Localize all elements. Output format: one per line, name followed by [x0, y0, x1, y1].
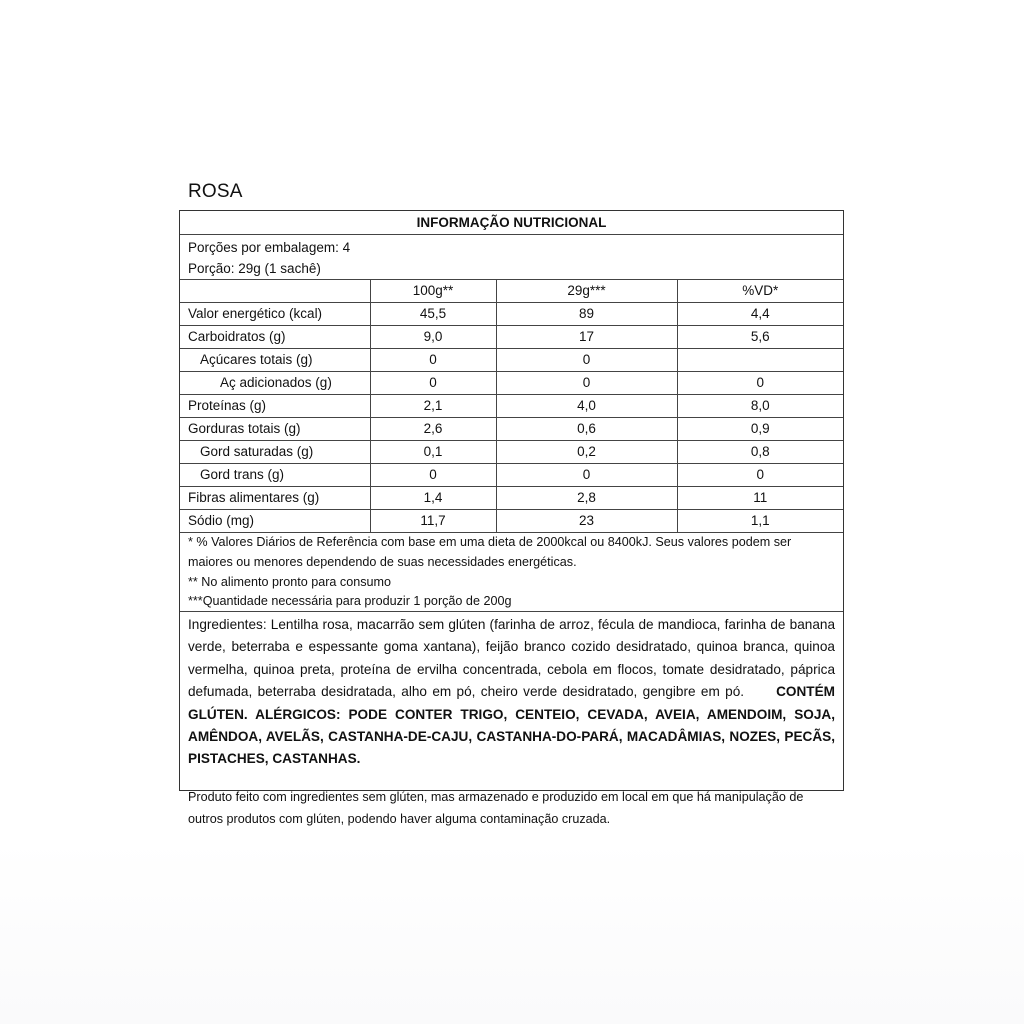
table-header-row	[180, 280, 843, 303]
value-per-serving: 2,8	[496, 487, 677, 510]
value-daily-percent: 0	[677, 464, 843, 487]
value-daily-percent: 1,1	[677, 510, 843, 533]
table-row	[180, 349, 843, 372]
value-daily-percent	[677, 349, 843, 372]
value-per-100g: 2,1	[370, 395, 496, 418]
footnote-daily-values: * % Valores Diários de Referência com base em uma dieta de 2000kcal ou 8400kJ. Seus valores podem ser maiores ou menores dependendo de suas necessidades energéticas.	[188, 535, 792, 569]
value-per-100g: 9,0	[370, 326, 496, 349]
value-per-serving: 0	[496, 464, 677, 487]
value-per-100g: 0	[370, 349, 496, 372]
table-row	[180, 464, 843, 487]
value-per-100g: 2,6	[370, 418, 496, 441]
label-title: INFORMAÇÃO NUTRICIONAL	[180, 211, 843, 235]
value-daily-percent: 0,8	[677, 441, 843, 464]
nutrient-name: Aç adicionados (g)	[180, 372, 370, 395]
footnote-serving-quantity: ***Quantidade necessária para produzir 1 porção de 200g	[188, 594, 512, 609]
product-name: ROSA	[188, 181, 243, 202]
value-per-serving: 23	[496, 510, 677, 533]
gluten-disclaimer: Produto feito com ingredientes sem glúten, mas armazenado e produzido em local em que há manipulação de outros produtos com glúten, podendo haver alguma contaminação cruzada.	[188, 790, 804, 826]
allergens-text: CONTÉM GLÚTEN. ALÉRGICOS: PODE CONTER TRIGO, CENTEIO, CEVADA, AVEIA, AMENDOIM, SOJA, AMÊNDOA, AVELÃS, CASTANHA-DE-CAJU, CASTANHA-DO-PARÁ, MACADÂMIAS, NOZES, PECÃS, PISTACHES, CASTANHAS.	[188, 684, 835, 767]
value-daily-percent: 11	[677, 487, 843, 510]
value-per-serving: 0	[496, 349, 677, 372]
value-per-serving: 17	[496, 326, 677, 349]
table-row	[180, 326, 843, 349]
nutrient-name: Gord saturadas (g)	[180, 441, 370, 464]
column-header-per-100g: 100g**	[370, 280, 496, 303]
serving-info	[180, 235, 843, 280]
nutrient-name: Açúcares totais (g)	[180, 349, 370, 372]
value-per-serving: 89	[496, 303, 677, 326]
ingredients-text: Ingredientes: Lentilha rosa, macarrão sem glúten (farinha de arroz, fécula de mandioca, farinha de banana verde, beterraba e espessante goma xantana), feijão branco cozido desidratado, quinoa branca, quinoa vermelha, quinoa preta, proteína de ervilha concentrada, cebola em flocos, tomate desidratado, páprica defumada, beterraba desidratada, alho em pó, cheiro verde desidratado, gengibre em pó.	[188, 617, 835, 700]
table-row	[180, 441, 843, 464]
value-per-100g: 0	[370, 372, 496, 395]
column-header-nutrient	[180, 280, 370, 303]
value-daily-percent: 0	[677, 372, 843, 395]
nutrient-name: Carboidratos (g)	[180, 326, 370, 349]
value-per-100g: 45,5	[370, 303, 496, 326]
table-row	[180, 395, 843, 418]
value-per-serving: 0,2	[496, 441, 677, 464]
table-row	[180, 303, 843, 326]
serving-size: Porção: 29g (1 sachê)	[188, 261, 321, 276]
table-row	[180, 418, 843, 441]
nutrient-name: Valor energético (kcal)	[180, 303, 370, 326]
value-per-100g: 11,7	[370, 510, 496, 533]
ingredients-block	[180, 612, 843, 790]
nutrient-name: Sódio (mg)	[180, 510, 370, 533]
nutrition-table	[180, 280, 843, 533]
nutrient-name: Proteínas (g)	[180, 395, 370, 418]
table-row	[180, 487, 843, 510]
footnotes	[180, 533, 843, 612]
value-per-serving: 0	[496, 372, 677, 395]
servings-per-package: Porções por embalagem: 4	[188, 240, 351, 255]
value-per-serving: 4,0	[496, 395, 677, 418]
value-per-100g: 1,4	[370, 487, 496, 510]
footnote-ready-to-eat: ** No alimento pronto para consumo	[188, 574, 392, 589]
table-row	[180, 372, 843, 395]
nutrient-name: Fibras alimentares (g)	[180, 487, 370, 510]
value-daily-percent: 0,9	[677, 418, 843, 441]
table-row	[180, 510, 843, 533]
nutrient-name: Gord trans (g)	[180, 464, 370, 487]
value-per-100g: 0,1	[370, 441, 496, 464]
value-daily-percent: 5,6	[677, 326, 843, 349]
nutrient-name: Gorduras totais (g)	[180, 418, 370, 441]
column-header-per-serving: 29g***	[496, 280, 677, 303]
nutrition-label	[179, 210, 844, 791]
value-per-100g: 0	[370, 464, 496, 487]
value-per-serving: 0,6	[496, 418, 677, 441]
value-daily-percent: 8,0	[677, 395, 843, 418]
column-header-daily-value: %VD*	[677, 280, 843, 303]
value-daily-percent: 4,4	[677, 303, 843, 326]
